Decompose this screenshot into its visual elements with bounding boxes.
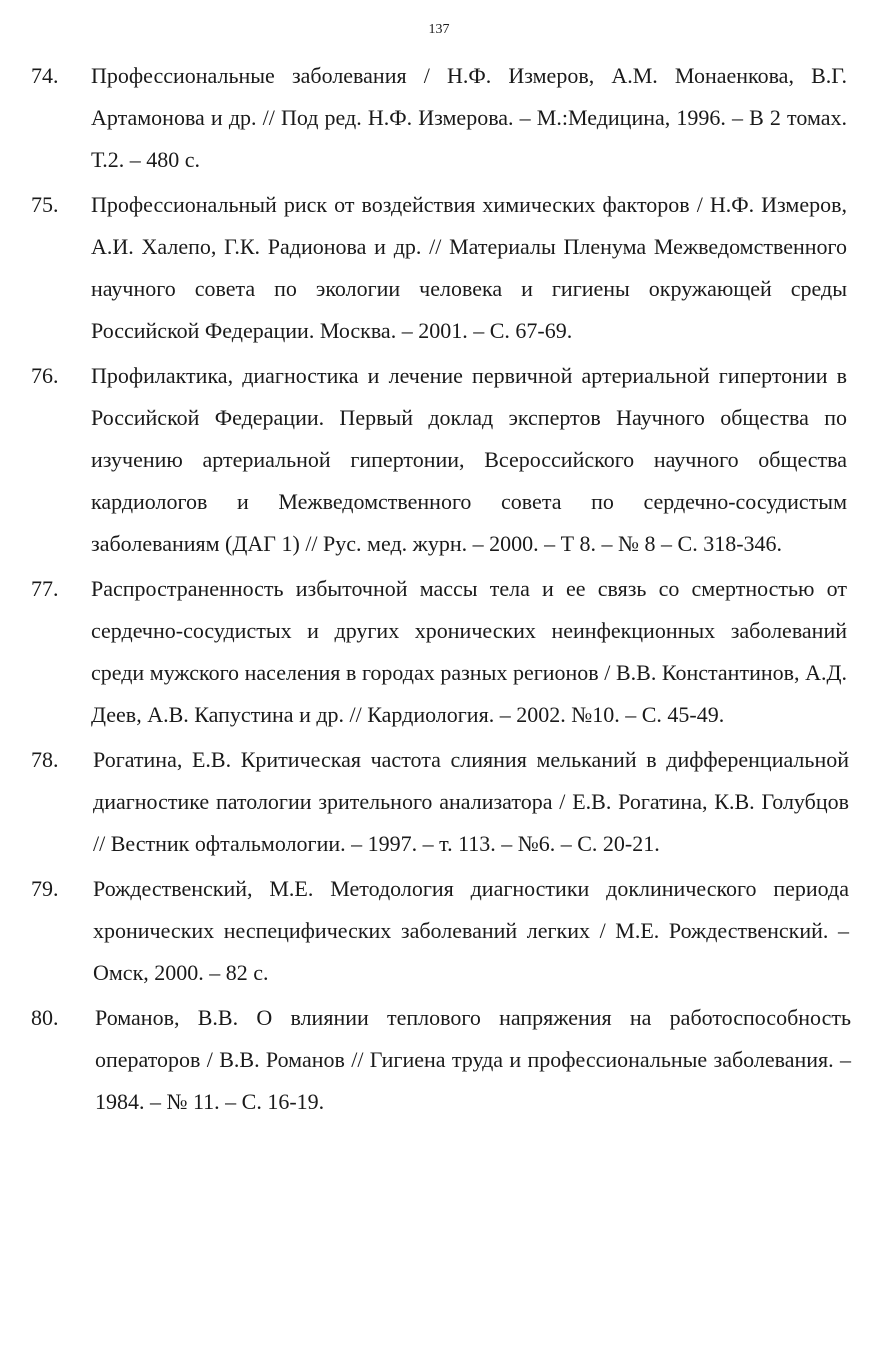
page-number: 137 xyxy=(428,22,450,37)
reference-text: Профессиональные заболевания / Н.Ф. Измеров, А.М. Монаенкова, В.Г. Артамонова и др. // Под ред. Н.Ф. Измерова. – М.:Медицина, 1996. – В 2 томах. Т.2. – 480 с. xyxy=(91,63,847,172)
reference-text: Рогатина, Е.В. Критическая частота слияния мельканий в дифференциальной диагностике патологии зрительного анализатора / Е.В. Рогатина, К.В. Голубцов // Вестник офтальмологии. – 1997. – т. 113. – №6. – С. 20-21. xyxy=(93,747,849,856)
reference-text: Распространенность избыточной массы тела и ее связь со смертностью от сердечно-сосудистых и других хронических неинфекционных заболеваний среди мужского населения в городах разных регионов / В.В. Константинов, А.Д. Деев, А.В. Капустина и др. // Кардиология. – 2002. №10. – С. 45-49. xyxy=(91,576,847,727)
reference-item xyxy=(0,868,878,994)
reference-text: Профилактика, диагностика и лечение первичной артериальной гипертонии в Российской Федерации. Первый доклад экспертов Научного общества по изучению артериальной гипертонии, Всероссийского научного общества кардиологов и Межведомственного совета по сердечно-сосудистым заболеваниям (ДАГ 1) // Рус. мед. журн. – 2000. – Т 8. – № 8 – С. 318-346. xyxy=(91,363,847,556)
reference-text: Рождественский, М.Е. Методология диагностики доклинического периода хронических неспецифических заболеваний легких / М.Е. Рождественский. – Омск, 2000. – 82 с. xyxy=(93,876,849,985)
reference-number: 80. xyxy=(31,1005,59,1030)
reference-number: 74. xyxy=(31,63,59,88)
reference-number: 76. xyxy=(31,363,59,388)
reference-number: 77. xyxy=(31,576,59,601)
reference-text: Романов, В.В. О влиянии теплового напряжения на работоспособность операторов / В.В. Романов // Гигиена труда и профессиональные заболевания. – 1984. – № 11. – С. 16-19. xyxy=(95,1005,851,1114)
reference-number: 78. xyxy=(31,747,59,772)
reference-number: 75. xyxy=(31,192,59,217)
reference-item xyxy=(0,997,878,1123)
reference-list xyxy=(0,55,878,1126)
reference-item xyxy=(0,739,878,865)
reference-item xyxy=(0,355,878,565)
reference-item xyxy=(0,184,878,352)
reference-item xyxy=(0,55,878,181)
reference-number: 79. xyxy=(31,876,59,901)
reference-item xyxy=(0,568,878,736)
reference-text: Профессиональный риск от воздействия химических факторов / Н.Ф. Измеров, А.И. Халепо, Г.К. Радионова и др. // Материалы Пленума Межведомственного научного совета по экологии человека и гигиены окружающей среды Российской Федерации. Москва. – 2001. – С. 67-69. xyxy=(91,192,847,343)
